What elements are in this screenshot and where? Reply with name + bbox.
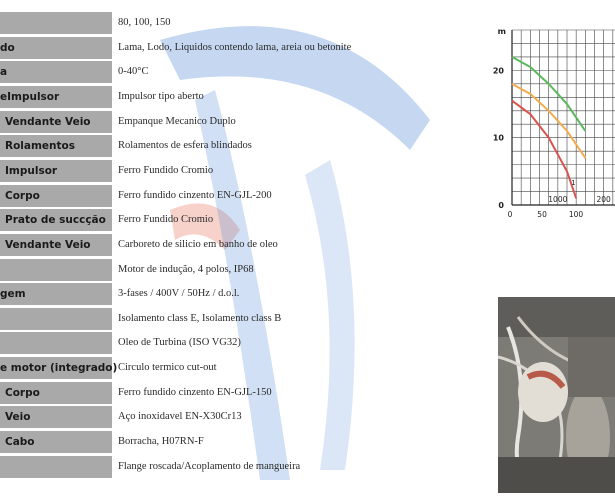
y-tick-label: 0: [498, 201, 504, 210]
spec-label: e motor (integrado): [0, 357, 112, 379]
spec-value: Empanque Mecanico Duplo: [118, 115, 236, 127]
spec-value: Ferro fundido cinzento EN-GJL-150: [118, 386, 272, 398]
spec-label: a: [0, 61, 112, 83]
x-tick-label-top: 1000: [548, 195, 568, 204]
y-tick-label: 20: [492, 66, 504, 76]
spec-value: Motor de indução, 4 polos, IP68: [118, 263, 254, 275]
spec-row: [0, 357, 420, 380]
spec-label: Rolamentos: [0, 135, 112, 157]
spec-row: [0, 332, 420, 355]
spec-label: eImpulsor: [0, 86, 112, 108]
spec-row: [0, 185, 420, 208]
spec-label: Impulsor: [0, 160, 112, 182]
performance-chart: [470, 20, 615, 240]
spec-label: Corpo: [0, 185, 112, 207]
spec-row: [0, 308, 420, 331]
spec-row: [0, 259, 420, 282]
spec-row: [0, 37, 420, 60]
spec-label: gem: [0, 283, 112, 305]
spec-row: [0, 111, 420, 134]
x-tick-label-top: 200: [596, 195, 611, 204]
product-photo: [498, 297, 615, 493]
spec-value: Circulo termico cut-out: [118, 362, 217, 374]
spec-row: [0, 456, 420, 479]
spec-value: Carboreto de silicio em banho de oleo: [118, 238, 278, 250]
spec-label: Veio: [0, 406, 112, 428]
spec-value: Ferro Fundido Cromio: [118, 214, 214, 226]
spec-value: Borracha, H07RN-F: [118, 436, 204, 448]
spec-label: Corpo: [0, 382, 112, 404]
spec-row: [0, 406, 420, 429]
spec-value: Oleo de Turbina (ISO VG32): [118, 337, 241, 349]
spec-label: [0, 308, 112, 330]
spec-row: [0, 431, 420, 454]
spec-row: [0, 382, 420, 405]
spec-row: [0, 61, 420, 84]
x-tick-label-bottom: 50: [537, 210, 547, 219]
curve-label: 1: [571, 178, 576, 187]
spec-value: Ferro Fundido Cromio: [118, 164, 214, 176]
spec-label: Prato de succção: [0, 209, 112, 231]
spec-value: Lama, Lodo, Liquidos contendo lama, areia ou betonite: [118, 41, 352, 53]
spec-row: [0, 283, 420, 306]
spec-value: Flange roscada/Acoplamento de mangueira: [118, 460, 301, 472]
spec-value: Rolamentos de esfera blindados: [118, 140, 252, 152]
spec-label: [0, 12, 112, 34]
spec-label: Vendante Veio: [0, 234, 112, 256]
spec-row: [0, 135, 420, 158]
spec-label: [0, 456, 112, 478]
spec-value: 0-40°C: [118, 66, 149, 78]
y-tick-label: 10: [492, 133, 504, 143]
spec-label: [0, 259, 112, 281]
spec-label: do: [0, 37, 112, 59]
spec-value: Aço inoxidavel EN-X30Cr13: [118, 411, 242, 423]
spec-value: 3-fases / 400V / 50Hz / d.o.l.: [118, 288, 240, 300]
photo-image: [498, 297, 615, 493]
spec-row: [0, 234, 420, 257]
spec-row: [0, 209, 420, 232]
spec-row: [0, 160, 420, 183]
series-line-2: [512, 101, 576, 199]
y-axis-unit: m: [497, 27, 506, 36]
spec-value: Ferro fundido cinzento EN-GJL-200: [118, 189, 272, 201]
x-tick-label-bottom: 100: [568, 210, 584, 219]
spec-label: [0, 332, 112, 354]
spec-label: Vendante Veio: [0, 111, 112, 133]
x-tick-label-bottom: 0: [507, 210, 513, 219]
spec-value: Impulsor tipo aberto: [118, 90, 204, 102]
spec-value: Isolamento class E, Isolamento class B: [118, 312, 282, 324]
spec-label: Cabo: [0, 431, 112, 453]
spec-row: [0, 86, 420, 109]
spec-row: [0, 12, 420, 35]
spec-value: 80, 100, 150: [118, 17, 171, 28]
